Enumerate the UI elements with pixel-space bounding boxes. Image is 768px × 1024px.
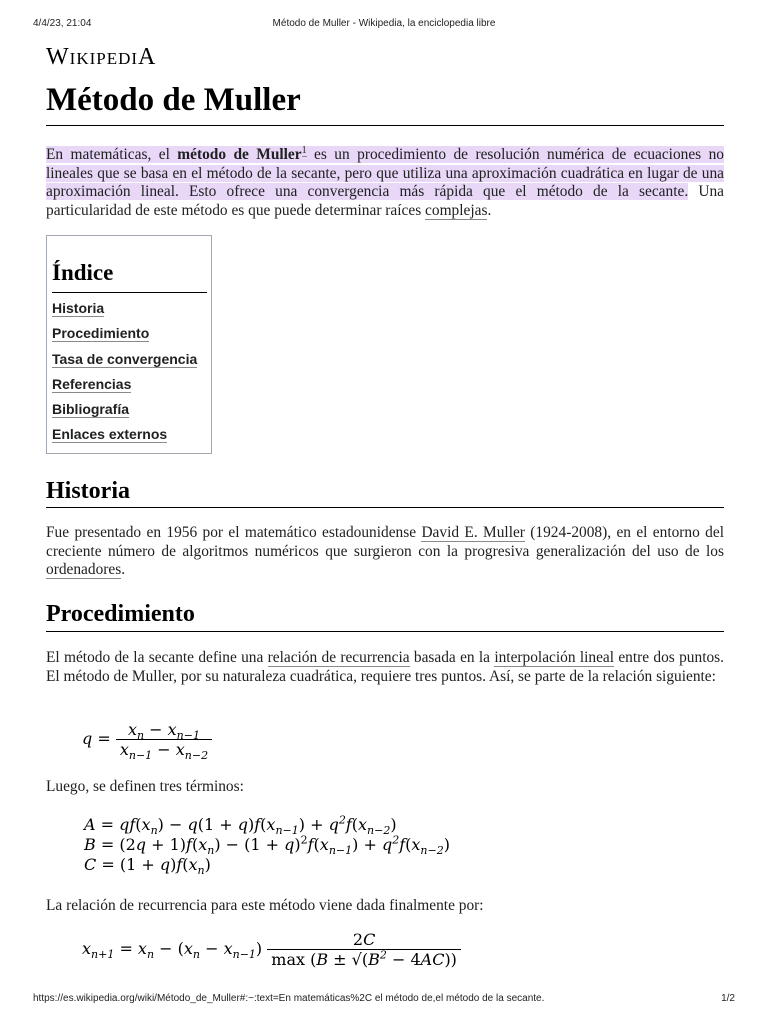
procedimiento-divider: [46, 631, 724, 632]
page-number: 1/2: [721, 993, 735, 1004]
link-david-e-muller[interactable]: David E. Muller: [421, 524, 525, 541]
page-title: Método de Muller: [46, 82, 301, 118]
print-url: https://es.wikipedia.org/wiki/Método_de_Muller#:~:text=En matemáticas%2C el método de,el método de la secante.: [33, 993, 545, 1004]
wikipedia-wordmark[interactable]: WIKIPEDIA: [46, 44, 157, 70]
toc-item-referencias[interactable]: Referencias: [52, 375, 132, 392]
title-divider: [46, 125, 724, 126]
link-complejas[interactable]: complejas: [425, 201, 488, 219]
heading-procedimiento: Procedimiento: [46, 601, 195, 627]
link-interpolacion-lineal[interactable]: interpolación lineal: [494, 649, 615, 666]
print-footer: [33, 993, 735, 1007]
toc-item-bibliografia[interactable]: Bibliografía: [52, 401, 130, 418]
equation-a: $A = qf(x_n) - q(1 + q)f(x_{n-1}) + q^2f(x_{n-2})$: [84, 813, 397, 838]
term-bold: método de Muller: [177, 146, 302, 163]
link-relacion-de-recurrencia[interactable]: relación de recurrencia: [267, 649, 410, 666]
procedimiento-paragraph-2: Luego, se definen tres términos:: [46, 778, 244, 795]
procedimiento-paragraph-1: El método de la secante define una relación de recurrencia basada en la interpolación lineal entre dos puntos. El método de Muller, por su naturaleza cuadrática, requiere tres puntos. Así, se parte de la relación siguiente:: [46, 649, 725, 685]
reference-1[interactable]: 1: [301, 144, 307, 156]
equation-b: $B = (2q + 1)f(x_n) - (1 + q)^2f(x_{n-1}) + q^2f(x_{n-2})$: [84, 833, 450, 858]
table-of-contents: [46, 235, 212, 454]
toc-item-tasa-de-convergencia[interactable]: Tasa de convergencia: [52, 350, 198, 367]
toc-item-procedimiento[interactable]: Procedimiento: [52, 325, 150, 342]
toc-item-historia[interactable]: Historia: [52, 300, 105, 316]
intro-paragraph: En matemáticas, el método de Muller$^1$ es un procedimiento de resolución numérica de ecuaciones no lineales que se basa en el método de la secante, pero que utiliza una aproximación cuadrática en lugar de una aproximación lineal. Esto ofrece una convergencia más rápida que el método de la secante. Una particularidad de este método es que puede determinar raíces complejas.: [46, 144, 724, 219]
highlighted-text: En matemáticas, el método de Muller$^1$ es un procedimiento de resolución numérica de ecuaciones no lineales que se basa en el método de la secante, pero que utiliza una aproximación cuadrática en lugar de una aproximación lineal. Esto ofrece una convergencia más rápida que el método de la secante.: [46, 144, 724, 201]
toc-item-enlaces-externos[interactable]: Enlaces externos: [52, 426, 168, 443]
historia-divider: [46, 507, 724, 508]
equation-c: $C = (1 + q)f(x_n)$: [84, 855, 211, 878]
print-page-title: Método de Muller - Wikipedia, la enciclopedia libre: [272, 18, 496, 29]
equation-q: q = $\frac{x_n - x_{n-1}}{x_{n-1} - x_{n-2}}$: [82, 720, 212, 759]
link-ordenadores[interactable]: ordenadores: [46, 561, 122, 579]
print-datetime: 4/4/23, 21:04: [33, 18, 92, 29]
heading-historia: Historia: [46, 478, 130, 504]
toc-title: Índice: [52, 260, 114, 285]
equation-recurrence: $x_{n+1} = x_n - (x_n - x_{n-1})$ $\frac{2C}{\max (B \pm √(B^2 - 4AC))}$: [82, 930, 461, 969]
print-header: [33, 18, 735, 32]
procedimiento-paragraph-3: La relación de recurrencia para este método viene dada finalmente por:: [46, 897, 484, 914]
equation-abc: [84, 813, 450, 878]
historia-paragraph: Fue presentado en 1956 por el matemático estadounidense David E. Muller (1924-2008), en el entorno del creciente número de algoritmos numéricos que surgieron con la progresiva generalización del uso de los ordenadores.: [46, 524, 724, 579]
toc-list: [52, 300, 197, 452]
toc-divider: [52, 292, 207, 293]
